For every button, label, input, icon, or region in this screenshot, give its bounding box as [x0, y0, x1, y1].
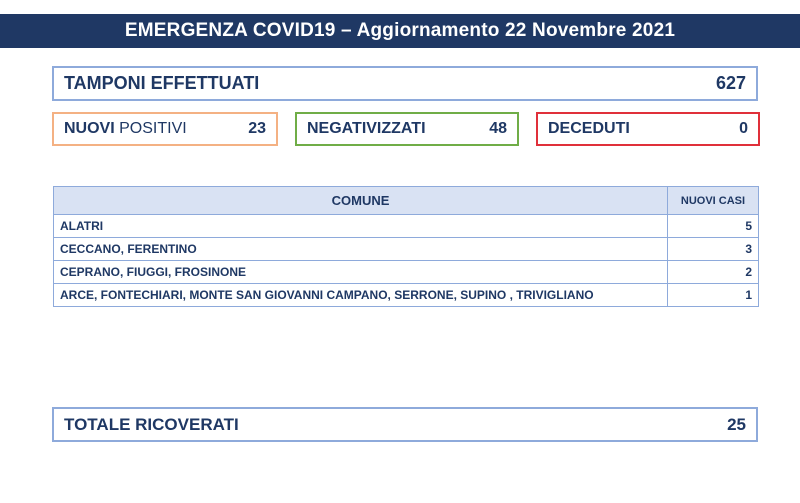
row-casi: 5	[668, 215, 759, 238]
page-header	[0, 14, 800, 48]
negativizzati-label: NEGATIVIZZATI	[307, 120, 426, 137]
nuovi-positivi-label	[64, 120, 187, 138]
header-comune: COMUNE	[54, 187, 668, 215]
nuovi-positivi-label-bold: NUOVI	[64, 120, 115, 137]
nuovi-positivi-value: 23	[248, 120, 266, 137]
tamponi-box	[52, 66, 758, 101]
table-row	[54, 238, 759, 261]
table-row	[54, 261, 759, 284]
deceduti-value: 0	[739, 120, 748, 137]
page-title: EMERGENZA COVID19 – Aggiornamento 22 Novembre 2021	[124, 20, 676, 41]
negativizzati-value: 48	[489, 120, 507, 137]
table-header-row	[54, 187, 759, 215]
deceduti-label: DECEDUTI	[548, 120, 630, 137]
row-comune: CEPRANO, FIUGGI, FROSINONE	[54, 261, 668, 284]
table-row	[54, 284, 759, 307]
row-casi: 1	[668, 284, 759, 307]
tamponi-value: 627	[715, 73, 746, 93]
row-casi: 3	[668, 238, 759, 261]
totale-ricoverati-value: 25	[727, 414, 746, 434]
row-comune: ALATRI	[54, 215, 668, 238]
row-comune: CECCANO, FERENTINO	[54, 238, 668, 261]
tamponi-label: TAMPONI EFFETTUATI	[64, 73, 260, 93]
row-casi: 2	[668, 261, 759, 284]
header-nuovi-casi: NUOVI CASI	[668, 187, 759, 215]
negativizzati-box	[295, 112, 519, 146]
nuovi-positivi-label-rest: POSITIVI	[119, 120, 187, 137]
nuovi-positivi-box	[52, 112, 278, 146]
totale-ricoverati-box	[52, 407, 758, 442]
totale-ricoverati-label: TOTALE RICOVERATI	[64, 414, 239, 434]
table-row	[54, 215, 759, 238]
row-comune: ARCE, FONTECHIARI, MONTE SAN GIOVANNI CAMPANO, SERRONE, SUPINO , TRIVIGLIANO	[54, 284, 668, 307]
deceduti-box	[536, 112, 760, 146]
comuni-table	[53, 186, 759, 307]
